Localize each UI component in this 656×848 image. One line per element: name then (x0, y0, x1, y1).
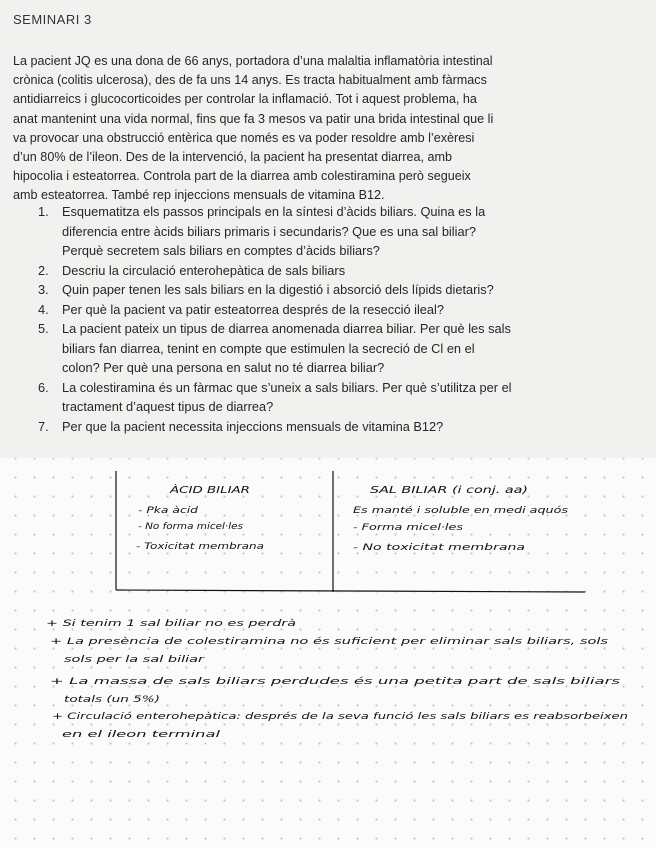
sheet-title: SEMINARI 3 (13, 12, 92, 27)
question-item (38, 417, 650, 437)
question-text: Perquè secretem sals biliars en comptes d’àcids biliars? (62, 243, 380, 258)
table-right-item: - Forma micel·les (353, 523, 464, 533)
paragraph-line: hipocolia i esteatorrea. Controla part de la diarrea amb colestiramina però segueix (13, 169, 471, 184)
question-text: tractament d’aquest tipus de diarrea? (62, 399, 274, 414)
question-item (38, 319, 650, 378)
question-item (38, 280, 650, 300)
question-text: biliars fan diarrea, tenint en compte que estimulen la secreció de Cl en el (62, 340, 475, 356)
paragraph-line: La pacient JQ es una dona de 66 anys, portadora d’una malaltia inflamatòria intestinal (13, 54, 493, 68)
question-item (38, 261, 650, 281)
question-number: 6. (38, 379, 49, 395)
question-text: diferencia entre àcids biliars primaris i secundaris? Que es una sal biliar? (62, 223, 476, 239)
table-right-item: - No toxicitat membrana (353, 543, 525, 553)
question-text: Per que la pacient necessita injeccions mensuals de vitamina B12? (62, 418, 444, 434)
question-text: Per què la pacient va patir esteatorrea després de la resecció ileal? (62, 301, 444, 317)
question-number: 4. (38, 301, 49, 317)
question-text: La pacient pateix un tipus de diarrea anomenada diarrea biliar. Per què les sals (62, 321, 511, 336)
question-text: Descriu la circulació enterohepàtica de sals biliars (62, 262, 346, 278)
question-text: Esquematitza els passos principals en la síntesi d’àcids biliars. Quina es la (62, 204, 486, 219)
question-text: Quin paper tenen les sals biliars en la digestió i absorció dels lípids dietaris? (62, 282, 494, 297)
question-number: 1. (38, 204, 49, 219)
note-line: + La presència de colestiramina no és suficient per eliminar sals biliars, sols (50, 637, 395, 647)
question-item (38, 378, 650, 417)
question-text: colon? Per què una persona en salut no té diarrea biliar? (62, 360, 385, 375)
table-left-header: ÀCID BILIAR (170, 485, 227, 496)
question-text: La colestiramina és un fàrmac que s’uneix a sals biliars. Per què s’utilitza per el (62, 379, 512, 395)
note-line: totals (un 5%) (64, 695, 160, 705)
question-number: 3. (38, 282, 49, 297)
note-line: + Circulació enterohepàtica: després de la seva funció les sals biliars es reabsorbeixen (52, 712, 446, 722)
case-paragraph (13, 52, 645, 206)
note-line: + Si tenim 1 sal biliar no es perdrà (46, 619, 296, 629)
table-left-item: - Pka àcid (138, 506, 199, 516)
question-item (38, 202, 650, 261)
paragraph-line: crònica (colitis ulcerosa), des de fa uns 14 anys. Es tracta habitualment amb fàrmacs (13, 73, 487, 88)
handwritten-notes-page (0, 458, 656, 848)
table-right-header: SAL BILIAR (i conj. aa) (370, 485, 528, 496)
paragraph-line: anat mantenint una vida normal, fins que fa 3 mesos va patir una brida intestinal que li (13, 111, 494, 126)
paragraph-line: amb esteatorrea. També rep injeccions mensuals de vitamina B12. (13, 188, 385, 203)
question-list (38, 202, 650, 436)
table-left-item: - No forma micel·les (138, 522, 244, 532)
table-right-item: Es manté i soluble en medi aquós (353, 506, 497, 516)
paragraph-line: va provocar una obstrucció entèrica que només es va poder resoldre amb l’exèresi (13, 130, 475, 145)
note-line: en el ileon terminal (62, 730, 222, 740)
paragraph-line: antidiarreics i glucocorticoides per controlar la inflamació. Tot i aquest problema, ha (13, 92, 477, 107)
paragraph-line: d’un 80% de l’ileon. Des de la intervenció, la pacient ha presentat diarrea, amb (13, 150, 452, 165)
table-left-item: - Toxicitat membrana (136, 542, 264, 552)
question-number: 5. (38, 321, 49, 336)
question-number: 2. (38, 262, 49, 278)
table-bottom-border (116, 590, 585, 592)
note-line: sols per la sal biliar (64, 655, 205, 665)
note-line: + La massa de sals biliars perdudes és una petita part de sals biliars (50, 677, 361, 687)
question-number: 7. (38, 418, 49, 434)
handwriting-canvas (0, 458, 656, 848)
question-item (38, 300, 650, 320)
